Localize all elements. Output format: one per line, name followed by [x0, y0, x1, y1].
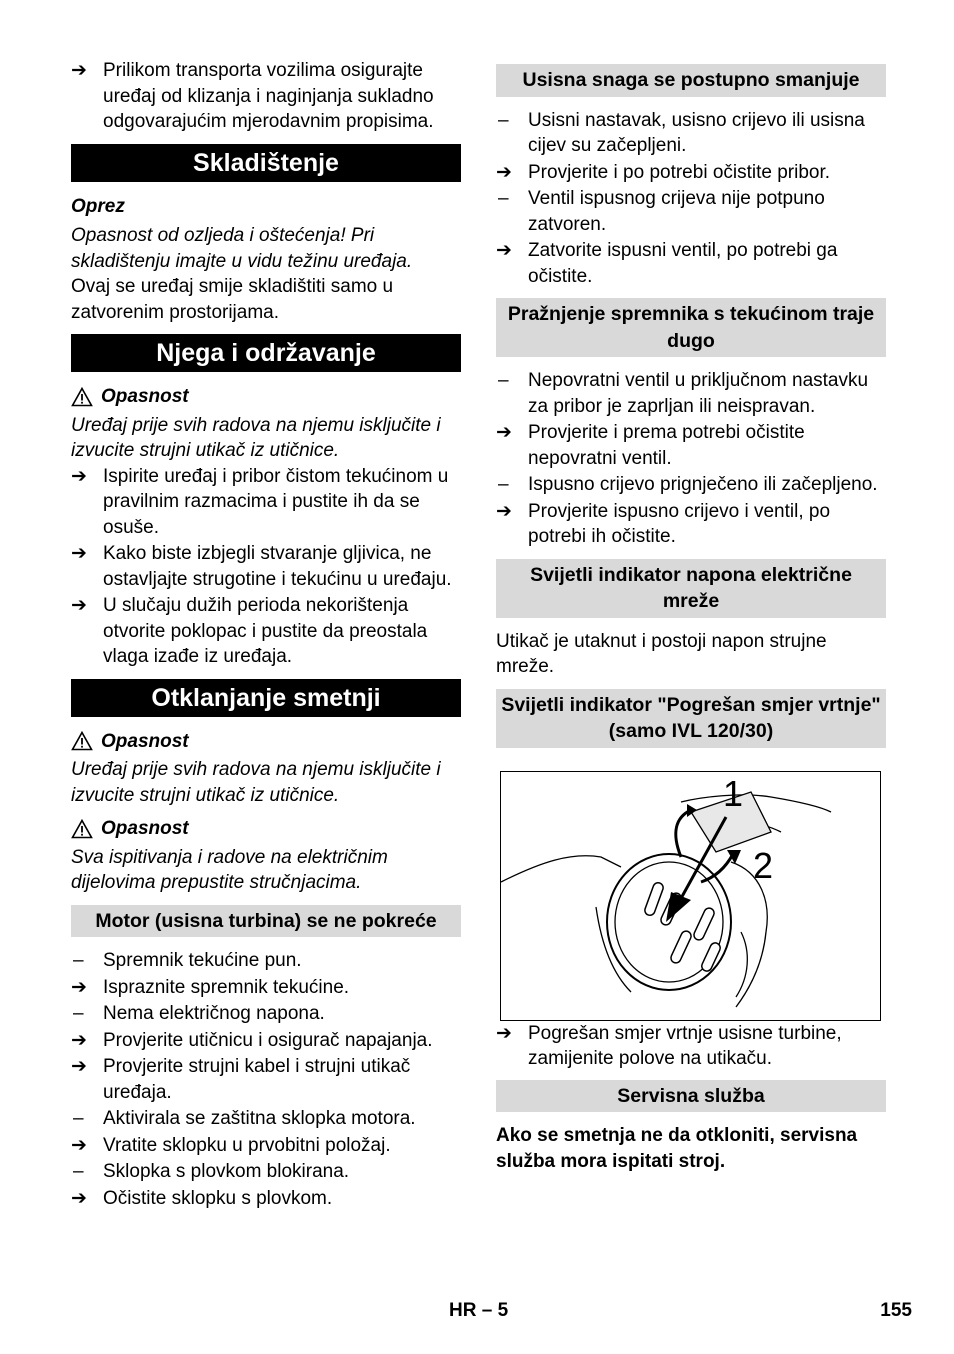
footer-section-label: HR – 5	[449, 1300, 509, 1321]
list-item-text: Ispirite uređaj i pribor čistom tekućinom u pravilnim razmacima i pustite ih da se osuše.	[103, 465, 449, 538]
list-item-text: Zatvorite ispusni ventil, po potrebi ga očistite.	[528, 240, 838, 287]
figure-label-1: 1	[723, 772, 744, 814]
arrow-icon: ➔	[496, 240, 512, 261]
figure-label-2: 2	[753, 844, 774, 886]
list-item	[71, 1159, 461, 1185]
list-item-text: Ventil ispusnog crijeva nije potpuno zatvoren.	[528, 188, 825, 235]
rotation-bullet-text: Pogrešan smjer vrtnje usisne turbine, zamijenite polove na utikaču.	[528, 1022, 842, 1069]
list-item	[71, 1186, 461, 1212]
plug-figure	[500, 771, 881, 1021]
list-item	[71, 975, 461, 1001]
suction-items	[496, 108, 886, 290]
list-item	[71, 948, 461, 974]
list-item-text: Provjerite i prema potrebi očistite nepovratni ventil.	[528, 422, 805, 469]
list-item	[496, 420, 886, 471]
arrow-icon: ➔	[496, 422, 512, 443]
list-item-text: Ispusno crijevo prignječeno ili začepljeno.	[528, 474, 878, 495]
intro-bullet-text: Prilikom transporta vozilima osigurajte uređaj od klizanja i naginjanja sukladno odgovarajućim mjerodavnim propisima.	[103, 60, 434, 132]
right-column	[496, 64, 886, 1174]
dash-icon: –	[73, 1003, 84, 1024]
list-item	[496, 368, 886, 419]
drain-items	[496, 368, 886, 550]
dash-icon: –	[498, 474, 509, 495]
left-column	[71, 58, 461, 1212]
list-item-text: U slučaju dužih perioda nekorištenja otvorite poklopac i pustite da preostala vlaga izađe iz uređaja.	[103, 595, 428, 667]
mains-text: Utikač je utaknut i postoji napon strujne mreže.	[496, 630, 827, 677]
arrow-icon: ➔	[71, 543, 87, 564]
list-item	[71, 1028, 461, 1054]
dash-icon: –	[73, 1108, 84, 1129]
list-item-text: Provjerite utičnicu i osigurač napajanja.	[103, 1029, 433, 1051]
danger-label: Opasnost	[101, 818, 189, 839]
list-item	[71, 541, 461, 592]
drain-heading: Pražnjenje spremnika s tekućinom traje dugo	[496, 298, 886, 357]
dash-icon: –	[498, 188, 509, 209]
service-heading: Servisna služba	[496, 1080, 886, 1113]
dash-icon: –	[498, 109, 509, 131]
caution-text: Opasnost od ozljeda i oštećenja! Pri skladištenju imajte u vidu težinu uređaja.	[71, 225, 413, 272]
troubleshooting-danger-2	[71, 816, 461, 842]
list-item-text: Provjerite i po potrebi očistite pribor.	[528, 161, 831, 183]
plug-illustration	[501, 772, 880, 1020]
list-item-text: Kako biste izbjegli stvaranje gljivica, ne ostavljajte strugotine i tekućinu u uređaju.	[103, 543, 452, 590]
list-item-text: Vratite sklopku u prvobitni položaj.	[103, 1134, 391, 1156]
rotation-heading: Svijetli indikator "Pogrešan smjer vrtnje" (samo IVL 120/30)	[496, 689, 886, 748]
list-item	[71, 1054, 461, 1105]
danger-label: Opasnost	[101, 730, 189, 752]
care-heading: Njega i održavanje	[71, 334, 461, 372]
arrow-icon: ➔	[496, 161, 512, 183]
suction-heading: Usisna snaga se postupno smanjuje	[496, 64, 886, 97]
list-item	[496, 499, 886, 550]
storage-text: Ovaj se uređaj smije skladištiti samo u zatvorenim prostorijama.	[71, 276, 394, 323]
list-item-text: Aktivirala se zaštitna sklopka motora.	[103, 1108, 416, 1129]
list-item-text: Spremnik tekućine pun.	[103, 950, 302, 971]
list-item-text: Usisni nastavak, usisno crijevo ili usisna cijev su začepljeni.	[528, 109, 865, 156]
list-item	[71, 593, 461, 670]
caution-label: Oprez	[71, 195, 125, 217]
mains-heading: Svijetli indikator napona električne mreže	[496, 559, 886, 618]
list-item	[71, 1133, 461, 1159]
page-number: 155	[880, 1300, 912, 1321]
arrow-icon: ➔	[71, 465, 87, 487]
list-item	[71, 1001, 461, 1027]
storage-heading: Skladištenje	[71, 144, 461, 182]
list-item-text: Ispraznite spremnik tekućine.	[103, 976, 350, 998]
list-item	[496, 108, 886, 159]
list-item	[496, 160, 886, 186]
list-item	[496, 186, 886, 237]
troubleshooting-danger-1	[71, 729, 461, 755]
care-danger	[71, 384, 461, 410]
troubleshooting-heading: Otklanjanje smetnji	[71, 679, 461, 717]
list-item-text: Nepovratni ventil u priključnom nastavku za pribor je zaprljan ili neispravan.	[528, 370, 869, 417]
service-text: Ako se smetnja ne da otkloniti, servisna služba mora ispitati stroj.	[496, 1125, 858, 1172]
care-bullets	[71, 464, 461, 670]
troubleshooting-danger-1-text: Uređaj prije svih radova na njemu isključite i izvucite strujni utikač iz utičnice.	[71, 759, 441, 806]
arrow-icon: ➔	[71, 1029, 87, 1051]
list-item-text: Sklopka s plovkom blokirana.	[103, 1161, 350, 1182]
arrow-icon: ➔	[71, 1056, 87, 1077]
warning-triangle-icon	[71, 731, 93, 751]
motor-items	[71, 948, 461, 1211]
danger-label: Opasnost	[101, 386, 189, 407]
list-item-text: Nema električnog napona.	[103, 1003, 325, 1024]
warning-triangle-icon	[71, 819, 93, 839]
intro-bullet	[71, 58, 461, 135]
list-item-text: Provjerite strujni kabel i strujni utikač uređaja.	[103, 1056, 411, 1103]
list-item	[71, 1106, 461, 1132]
troubleshooting-danger-2-text: Sva ispitivanja i radove na električnim dijelovima prepustite stručnjacima.	[71, 846, 388, 893]
list-item	[496, 238, 886, 289]
arrow-icon: ➔	[496, 1022, 512, 1044]
arrow-icon: ➔	[71, 60, 87, 81]
arrow-icon: ➔	[71, 1134, 87, 1156]
list-item	[496, 472, 886, 498]
arrow-icon: ➔	[71, 976, 87, 998]
arrow-icon: ➔	[71, 1187, 87, 1209]
arrow-icon: ➔	[71, 595, 87, 616]
dash-icon: –	[498, 370, 509, 391]
care-danger-text: Uređaj prije svih radova na njemu isključite i izvucite strujni utikač iz utičnice.	[71, 414, 441, 461]
motor-heading: Motor (usisna turbina) se ne pokreće	[71, 905, 461, 938]
list-item-text: Provjerite ispusno crijevo i ventil, po potrebi ih očistite.	[528, 500, 831, 547]
warning-triangle-icon	[71, 387, 93, 407]
list-item	[71, 464, 461, 541]
rotation-bullet	[496, 1021, 886, 1072]
dash-icon: –	[73, 950, 84, 971]
list-item-text: Očistite sklopku s plovkom.	[103, 1187, 333, 1209]
dash-icon: –	[73, 1161, 84, 1182]
arrow-icon: ➔	[496, 500, 512, 522]
